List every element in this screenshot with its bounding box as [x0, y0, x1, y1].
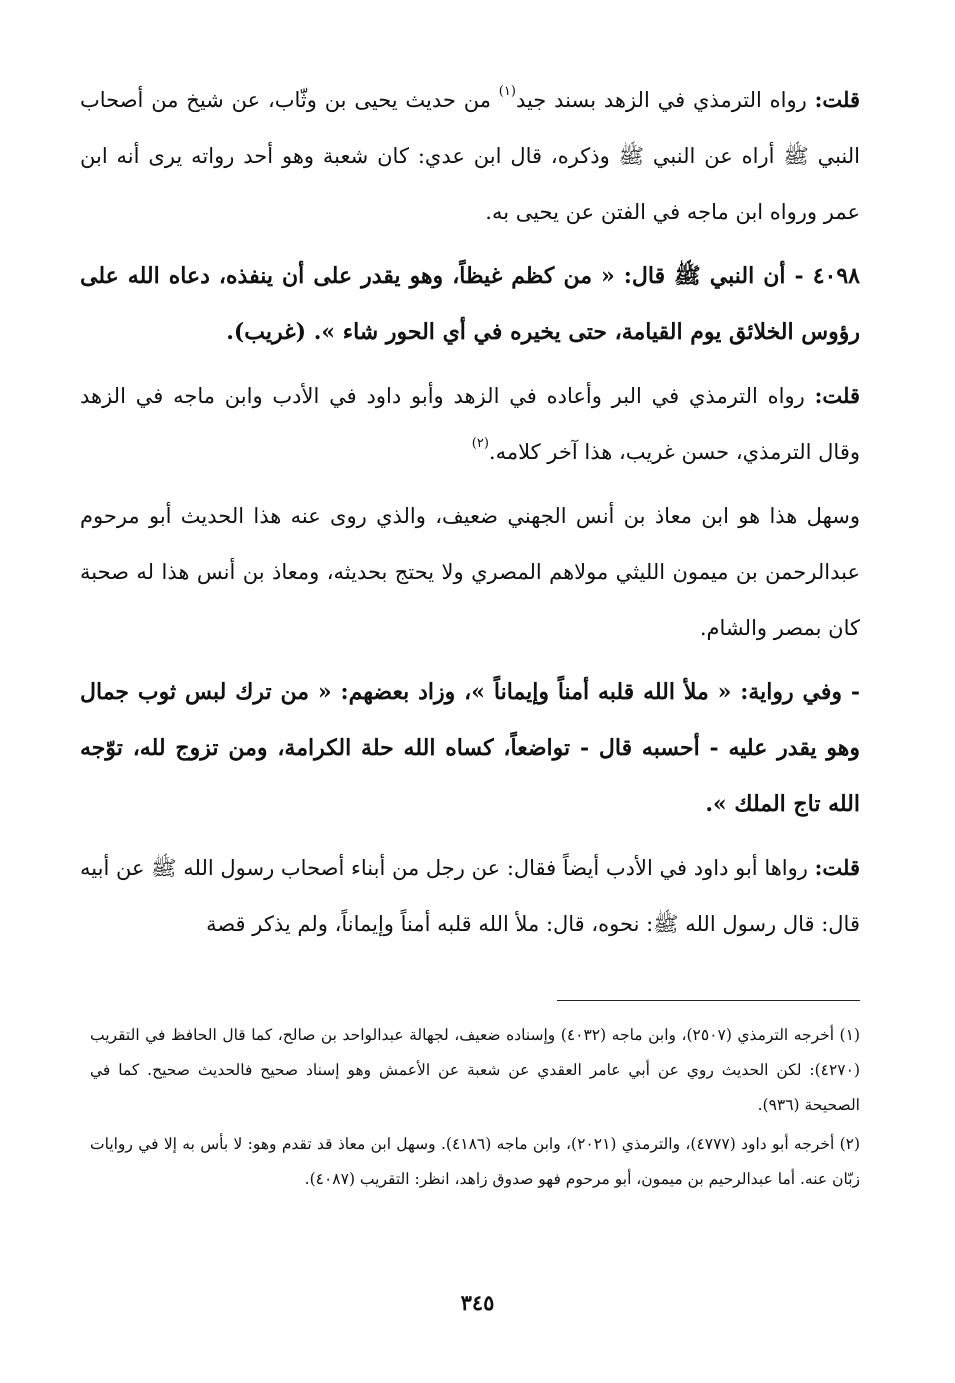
- paragraph-text: وسهل هذا هو ابن معاذ بن أنس الجهني ضعيف، والذي روى عنه هذا الحديث أبو مرحوم عبدالرحمن بن ميمون الليثي مولاهم المصري ولا يحتج بحديثه، ومعاذ بن أنس هذا له صحبة كان بمصر والشام.: [80, 504, 860, 640]
- narration-text: - وفي رواية: « ملأ الله قلبه أمناً وإيماناً »، وزاد بعضهم: « من ترك لبس ثوب جمال وهو يقدر عليه - أحسبه قال - تواضعاً، كساه الله حلة الكرامة، ومن تزوج لله، توّجه الله تاج الملك ».: [80, 679, 861, 817]
- main-text: [80, 72, 860, 960]
- paragraph-text-continued: من حديث يحيى بن وثّاب، عن شيخ من أصحاب النبي ﷺ أراه عن النبي ﷺ وذكره، قال ابن عدي: كان شعبة وهو أحد رواته يرى أنه ابن عمر ورواه ابن ماجه في الفتن عن يحيى به.: [80, 88, 860, 224]
- footnote-ref-2[interactable]: (٢): [471, 436, 489, 451]
- paragraph-text: رواها أبو داود في الأدب أيضاً فقال: عن رجل من أبناء أصحاب رسول الله ﷺ عن أبيه قال: قال رسول الله ﷺ: نحوه، قال: ملأ الله قلبه أمناً وإيماناً، ولم يذكر قصة: [80, 856, 860, 936]
- hadith-4098: [80, 248, 860, 360]
- paragraph-text: رواه الترمذي في البر وأعاده في الزهد وأبو داود في الأدب وابن ماجه في الزهد وقال الترمذي، حسن غريب، هذا آخر كلامه.: [80, 384, 860, 464]
- paragraph-lead: قلت:: [814, 855, 860, 880]
- paragraph-3: [80, 368, 860, 480]
- paragraph-6: [80, 840, 860, 952]
- footnote-1: (١) أخرجه الترمذي (٢٥٠٧)، وابن ماجه (٤٠٣٢) وإسناده ضعيف، لجهالة عبدالواحد بن صالح، كما قال الحافظ في التقريب (٤٢٧٠): لكن الحديث روي عن أبي عامر العقدي عن شعبة عن الأعمش وهو إسناد صحيح فالحديث صحيح. كما في الصحيحة (٩٣٦).: [90, 1026, 860, 1114]
- narration-variant: [80, 664, 860, 832]
- paragraph-4: [80, 488, 860, 656]
- footnote-2: (٢) أخرجه أبو داود (٤٧٧٧)، والترمذي (٢٠٢١)، وابن ماجه (٤١٨٦). وسهل ابن معاذ قد تقدم وهو: لا بأس به إلا في روايات زبّان عنه. أما عبدالرحيم بن ميمون، أبو مرحوم فهو صدوق زاهد، انظر: التقريب (٤٠٨٧).: [90, 1135, 861, 1188]
- footnote-ref-1[interactable]: (١): [498, 84, 516, 99]
- paragraph-lead: قلت:: [814, 383, 860, 408]
- paragraph-1: [80, 72, 860, 240]
- footnotes: [90, 1018, 860, 1201]
- page-number: ٣٤٥: [460, 1290, 495, 1315]
- paragraph-lead: قلت:: [814, 87, 860, 112]
- paragraph-text: رواه الترمذي في الزهد بسند جيد: [515, 88, 815, 112]
- footnote-divider: [557, 1000, 860, 1001]
- hadith-text: ٤٠٩٨ - أن النبي ﷺ قال: « من كظم غيظاً، وهو يقدر على أن ينفذه، دعاه الله على رؤوس الخلائق يوم القيامة، حتى يخيره في أي الحور شاء ». (غريب).: [80, 263, 860, 345]
